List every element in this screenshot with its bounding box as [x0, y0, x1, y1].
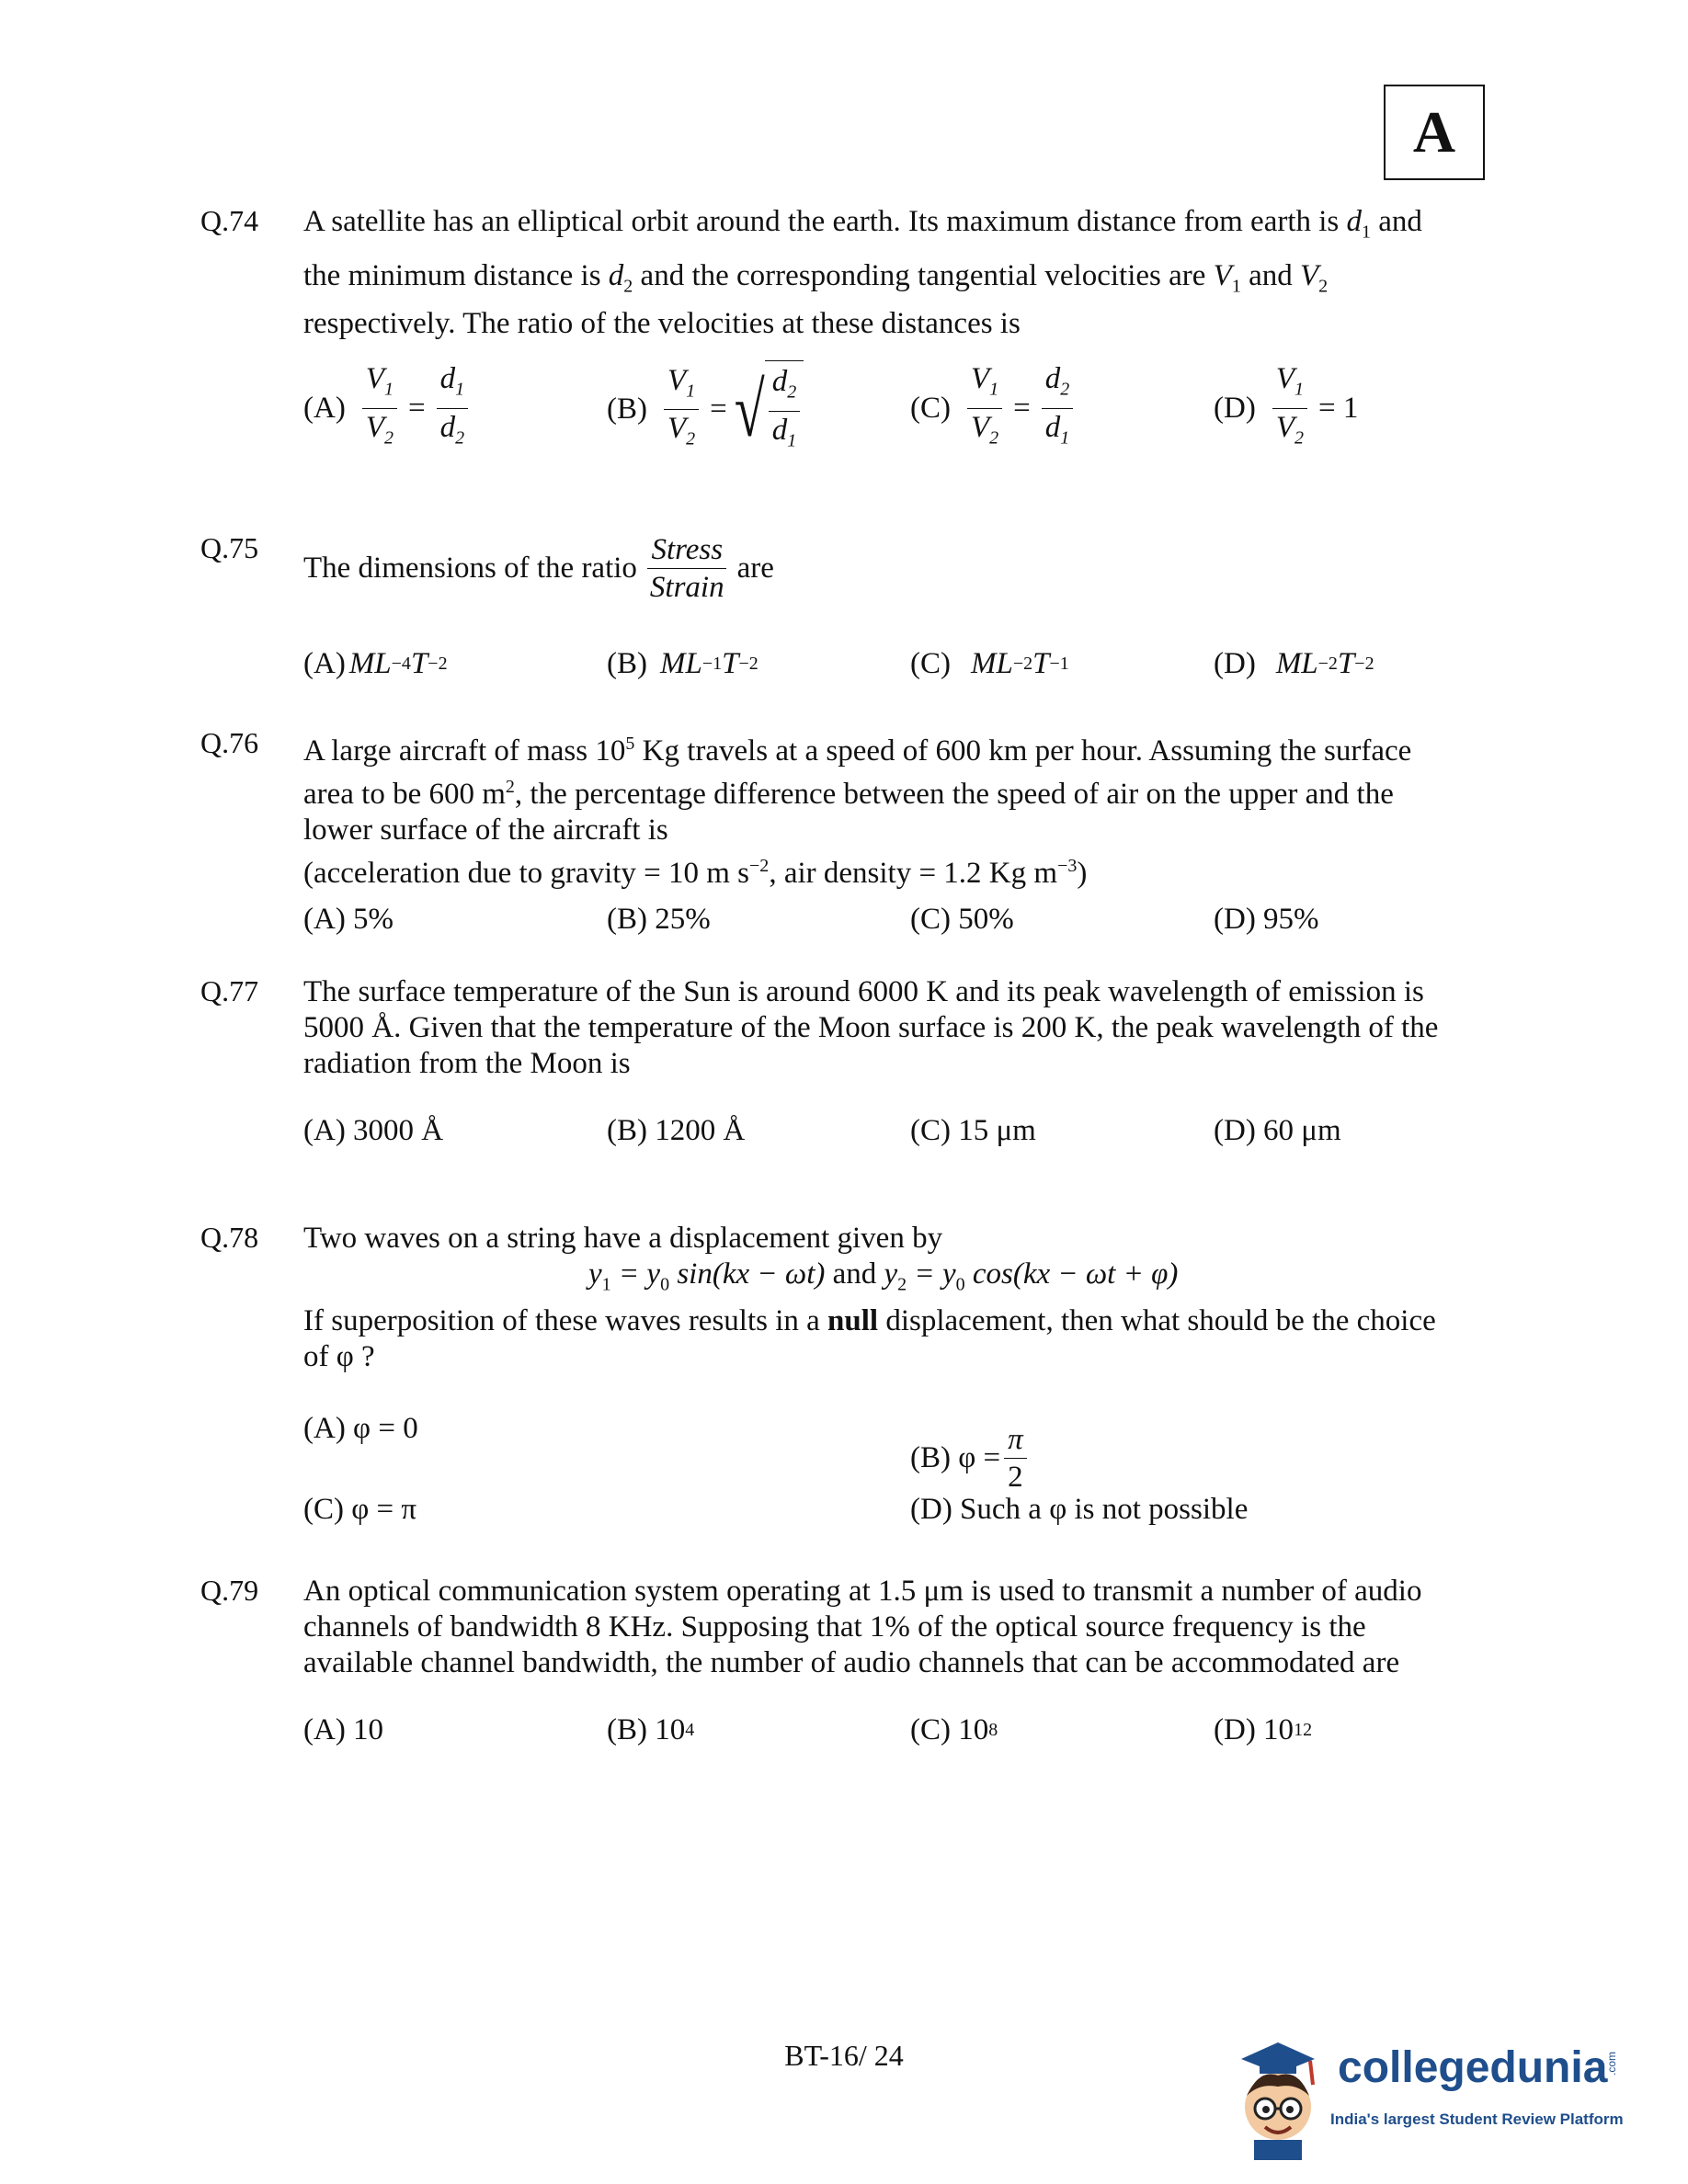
option-d[interactable]: (D) 95% — [1214, 903, 1319, 936]
option-a[interactable]: (A) $\frac{V_1}{V_2}$ = $\frac{d_1}{d_2}$ — [303, 360, 472, 456]
options-row — [303, 360, 1499, 452]
option-d[interactable]: (D) 10 12 — [1214, 1713, 1313, 1746]
option-c[interactable]: (C) φ = π — [303, 1493, 417, 1526]
question-text: An optical communication system operating at 1.5 μm is used to transmit a number of audio channels of bandwidth 8 KHz. Supposing that 1% of the optical source frequency is the available channel bandwidth, the number of audio channels that can be accommodated are — [303, 1575, 1422, 1679]
option-c[interactable]: (C) 15 μm — [910, 1114, 1036, 1147]
question-text: The surface temperature of the Sun is around 6000 K and its peak wavelength of emission is 5000 Å. Given that the temperature of the Moon surface is 200 K, the peak wavelength of the radiation from the Moon is — [303, 975, 1439, 1080]
logo-dotcom: .com — [1605, 2051, 1619, 2076]
option-c[interactable]: (C) 10 8 — [910, 1713, 998, 1746]
wave-equations: $y_1 = y_0$ sin(kx − ωt) and $y_2 = y_0$ cos(kx − ωt + φ) — [588, 1257, 1179, 1295]
option-c[interactable]: (C) $\frac{V_1}{V_2}$ = $\frac{d_2}{d_1}$ — [910, 360, 1077, 456]
question-text: Two waves on a string have a displacement given by $y_1 = y_0$ sin(kx − ωt) and $y_2 = y_0$ cos(kx − ωt + φ) If superposition of these waves results in a null displacement, then what should be the choice of φ ? — [303, 1221, 1480, 1375]
option-b[interactable]: (B) ML −1 T −2 — [607, 647, 758, 680]
question-number: Q.78 — [200, 1221, 259, 1254]
options-row — [303, 1713, 1499, 1787]
options-row — [303, 1114, 1499, 1188]
option-a[interactable]: (A) 10 — [303, 1713, 384, 1746]
option-b[interactable]: (B) 1200 Å — [607, 1114, 746, 1147]
question-number: Q.74 — [200, 204, 259, 237]
option-c[interactable]: (C) 50% — [910, 903, 1014, 936]
option-c[interactable]: (C) ML −2 T −1 — [910, 647, 1069, 680]
radical-sign-icon: √ — [734, 367, 765, 452]
student-mascot-icon — [1223, 2031, 1324, 2160]
question-number: Q.77 — [200, 974, 259, 1007]
fraction: $\frac{V_1}{V_2}$ — [967, 360, 1002, 456]
fraction: $\frac{V_1}{V_2}$ — [1272, 360, 1307, 456]
option-d[interactable]: (D) Such a φ is not possible — [910, 1493, 1249, 1526]
question-number: Q.75 — [200, 531, 259, 564]
option-d[interactable]: (D) ML −2 T −2 — [1214, 647, 1374, 680]
fraction: $\frac{V_1}{V_2}$ — [664, 362, 699, 458]
question-text: The dimensions of the ratio $\frac{\text{Stress}}{\text{Strain}}$ are — [303, 533, 774, 604]
options-row — [303, 903, 1499, 976]
fraction: $\frac{d_1}{d_2}$ — [437, 360, 469, 456]
question-text: A satellite has an elliptical orbit around the earth. Its maximum distance from earth is $d_1$ and the minimum distance is $d_2$ and the corresponding tangential velocities are $V_1$ and $V_2$ respectively. The ratio of the velocities at these distances is — [303, 205, 1422, 341]
option-d[interactable]: (D) $\frac{V_1}{V_2}$ = 1 — [1214, 360, 1365, 456]
page-number: BT-16/ 24 — [784, 2039, 904, 2072]
square-root — [735, 360, 804, 459]
option-b[interactable]: (B) 10 4 — [607, 1713, 695, 1746]
option-b[interactable]: (B) $\frac{V_1}{V_2}$ = √ $\frac{d_2}{d_1}$ — [607, 360, 804, 459]
option-a[interactable]: (A) ML −4 T −2 — [303, 647, 448, 680]
question-number: Q.79 — [200, 1574, 259, 1607]
collegedunia-logo — [1223, 2031, 1627, 2160]
fraction: $\frac{d_2}{d_1}$ — [769, 363, 801, 459]
logo-brand-text: collegedunia — [1338, 2043, 1608, 2092]
fraction: $\frac{\text{Stress}}{\text{Strain}}$ — [646, 531, 728, 606]
option-b[interactable]: (B) 25% — [607, 903, 711, 936]
option-d[interactable]: (D) 60 μm — [1214, 1114, 1341, 1147]
options-row — [303, 647, 1499, 721]
option-a[interactable]: (A) φ = 0 — [303, 1412, 418, 1445]
fraction: $\frac{V_1}{V_2}$ — [362, 360, 397, 456]
option-a[interactable]: (A) 5% — [303, 903, 394, 936]
question-number: Q.76 — [200, 726, 259, 759]
option-a[interactable]: (A) 3000 Å — [303, 1114, 444, 1147]
answer-set-code: A — [1384, 85, 1485, 180]
option-b[interactable]: (B) φ = $\frac{\pi}{2}$ — [910, 1421, 1031, 1496]
options-row — [303, 1493, 1499, 1548]
fraction: $\frac{d_2}{d_1}$ — [1042, 360, 1074, 456]
options-row — [303, 1412, 1499, 1494]
question-text: A large aircraft of mass $10^5$ Kg travels at a speed of 600 km per hour. Assuming the surface area to be 600 $m^2$, the percentage difference between the speed of air on the upper and the lower surface of the aircraft is (acceleration due to gravity = 10 m $s^{-2}$, air density = 1.2 Kg $m^{-3}$) — [303, 734, 1412, 890]
fraction: $\frac{\pi}{2}$ — [1004, 1421, 1027, 1496]
logo-tagline: India's largest Student Review Platform — [1330, 2110, 1624, 2128]
